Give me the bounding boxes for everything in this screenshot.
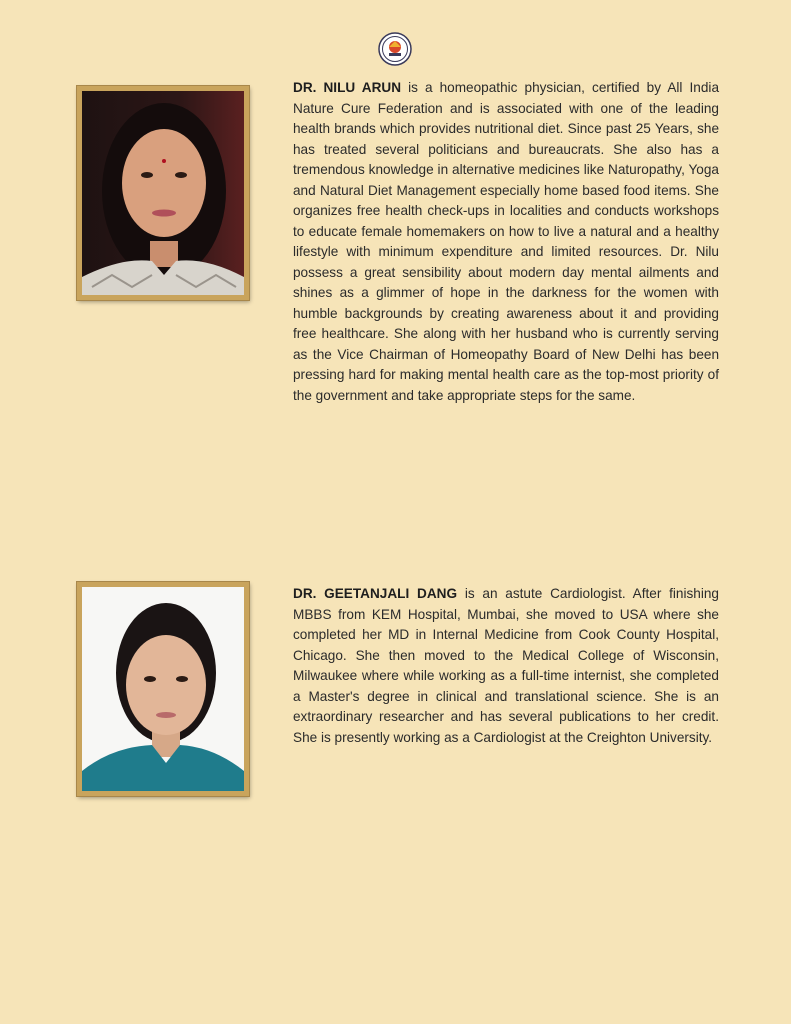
profile-description: is a homeopathic physician, certified by All India Nature Cure Federation and is associated with one of the leading health brands which provides nutritional diet. Since past 25 Years, she has treated several politicians and bureaucrats. She also has a tremendous knowledge in alternative medicines like Naturopathy, Yoga and Natural Diet Management especially home based food items. She organizes free health check-ups in localities and conducts workshops to educate female homemakers on how to live a natural and a healthy lifestyle with minimum expenditure and limited resources. Dr. Nilu possess a great sensibility about modern day mental ailments and shines as a glimmer of hope in the darkness for the women with humble backgrounds by creating awareness about it and providing free healthcare. She along with her husband who is currently serving as the Vice Chairman of Homeopathy Board of New Delhi has been pressing hard for making mental health care as the top-most priority of the government and take appropriate steps for the same.: [293, 80, 719, 403]
profile-bio-nilu-arun: [293, 78, 719, 406]
profile-name: DR. NILU ARUN: [293, 80, 402, 95]
profile-name: DR. GEETANJALI DANG: [293, 586, 458, 601]
profile-photo-nilu-arun: [77, 86, 249, 300]
profile-bio-geetanjali-dang: [293, 584, 719, 748]
emblem-seal-icon: [378, 32, 412, 66]
profile-description: is an astute Cardiologist. After finishing MBBS from KEM Hospital, Mumbai, she moved to USA where she completed her MD in Internal Medicine from Cook County Hospital, Chicago. She then moved to the Medical College of Wisconsin, Milwaukee where while working as a full-time internist, she completed a Master's degree in clinical and translational science. She is an extraordinary researcher and has several publications to her credit. She is presently working as a Cardiologist at the Creighton University.: [293, 586, 719, 745]
profile-photo-geetanjali-dang: [77, 582, 249, 796]
